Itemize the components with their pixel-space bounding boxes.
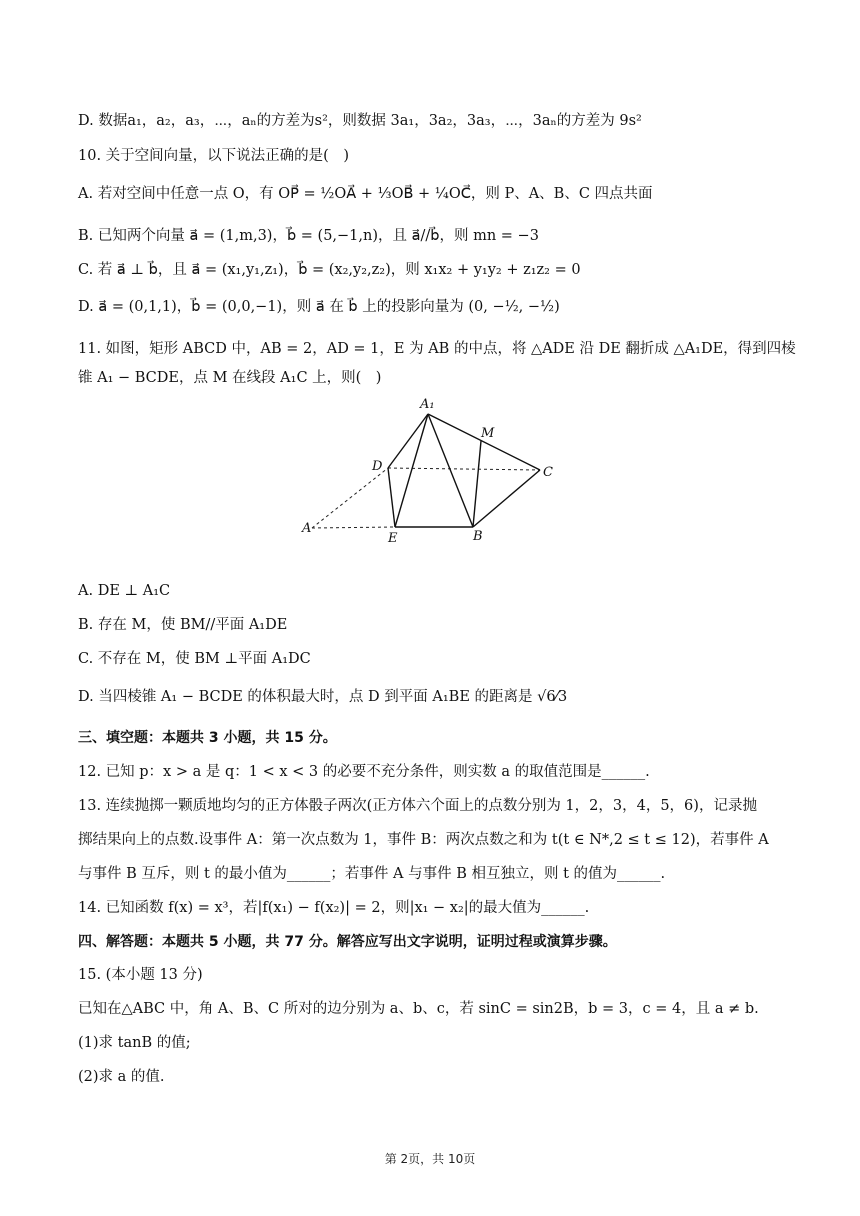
text-line-q13a: 13. 连续抛掷一颗质地均匀的正方体骰子两次(正方体六个面上的点数分别为 1，2，3，4，5，6)，记录抛: [78, 798, 757, 814]
pyramid-figure: [300, 394, 562, 546]
label-D: D: [372, 459, 383, 474]
text-line-q15: 15. (本小题 13 分): [78, 967, 203, 983]
text-line-q11optB: B. 存在 M，使 BM//平面 A₁DE: [78, 617, 288, 633]
label-A: A: [302, 521, 312, 536]
edge-A1E: [395, 414, 428, 527]
label-M: M: [481, 426, 495, 441]
edge-BC: [473, 470, 540, 527]
text-line-q10: 10. 关于空间向量，以下说法正确的是( ): [78, 148, 349, 164]
text-line-q10b: B. 已知两个向量 a⃗ = (1,m,3)，b⃗ = (5,−1,n)，且 a⃗//b⃗，则 mn = −3: [78, 228, 539, 244]
edge-MB: [473, 441, 481, 527]
page-footer: 第 2页，共 10页: [384, 1152, 476, 1166]
text-line-q9d: D. 数据a₁，a₂，a₃，⋯，aₙ的方差为s²，则数据 3a₁，3a₂，3a₃，⋯，3aₙ的方差为 9s²: [78, 113, 642, 129]
text-line-q14: 14. 已知函数 f(x) = x³，若|f(x₁) − f(x₂)| = 2，则|x₁ − x₂|的最大值为______.: [78, 900, 590, 916]
label-B: B: [473, 529, 483, 544]
text-line-q10a: A. 若对空间中任意一点 O，有 OP⃗ = ½OA⃗ + ⅓OB⃗ + ¼OC⃗，则 P、A、B、C 四点共面: [78, 186, 653, 202]
edge-DE: [388, 468, 395, 527]
text-line-q13b: 掷结果向上的点数.设事件 A：第一次点数为 1，事件 B：两次点数之和为 t(t ∈ N*,2 ≤ t ≤ 12)，若事件 A: [78, 832, 769, 848]
label-C: C: [543, 465, 553, 480]
edge-DC-dashed: [388, 468, 540, 470]
text-line-q10c: C. 若 a⃗ ⊥ b⃗，且 a⃗ = (x₁,y₁,z₁)，b⃗ = (x₂,y₂,z₂)，则 x₁x₂ + y₁y₂ + z₁z₂ = 0: [78, 262, 581, 278]
text-line-q11optD: D. 当四棱锥 A₁ − BCDE 的体积最大时，点 D 到平面 A₁BE 的距离是 √6⁄3: [78, 689, 568, 705]
text-line-q15p2: (2)求 a 的值.: [78, 1069, 165, 1085]
edge-A1D: [388, 414, 428, 468]
text-line-q10d: D. a⃗ = (0,1,1)，b⃗ = (0,0,−1)，则 a⃗ 在 b⃗ 上的投影向量为 (0, −½, −½): [78, 299, 560, 315]
text-line-q13c: 与事件 B 互斥，则 t 的最小值为______；若事件 A 与事件 B 相互独立，则 t 的值为______.: [78, 866, 666, 882]
text-line-q11b: 锥 A₁ − BCDE，点 M 在线段 A₁C 上，则( ): [78, 370, 382, 386]
edge-AE-dashed: [312, 527, 395, 528]
edge-AD-dashed: [312, 468, 388, 528]
text-line-q12: 12. 已知 p：x > a 是 q：1 < x < 3 的必要不充分条件，则实数 a 的取值范围是______.: [78, 764, 650, 780]
text-line-q11a: 11. 如图，矩形 ABCD 中，AB = 2，AD = 1，E 为 AB 的中点，将 △ADE 沿 DE 翻折成 △A₁DE，得到四棱: [78, 341, 796, 357]
label-E: E: [388, 531, 398, 546]
section-heading: 三、填空题：本题共 3 小题，共 15 分。: [78, 730, 337, 746]
edge-A1C: [428, 414, 540, 470]
label-A1: A₁: [420, 397, 435, 412]
section-heading: 四、解答题：本题共 5 小题，共 77 分。解答应写出文字说明，证明过程或演算步骤。: [78, 934, 617, 950]
edge-A1B: [428, 414, 473, 527]
text-line-q15p1: (1)求 tanB 的值;: [78, 1035, 191, 1051]
text-line-q11optA: A. DE ⊥ A₁C: [78, 583, 171, 599]
text-line-q11optC: C. 不存在 M，使 BM ⊥平面 A₁DC: [78, 651, 311, 667]
text-line-q15stem: 已知在△ABC 中，角 A、B、C 所对的边分别为 a、b、c，若 sinC = sin2B，b = 3，c = 4，且 a ≠ b.: [78, 1001, 759, 1017]
